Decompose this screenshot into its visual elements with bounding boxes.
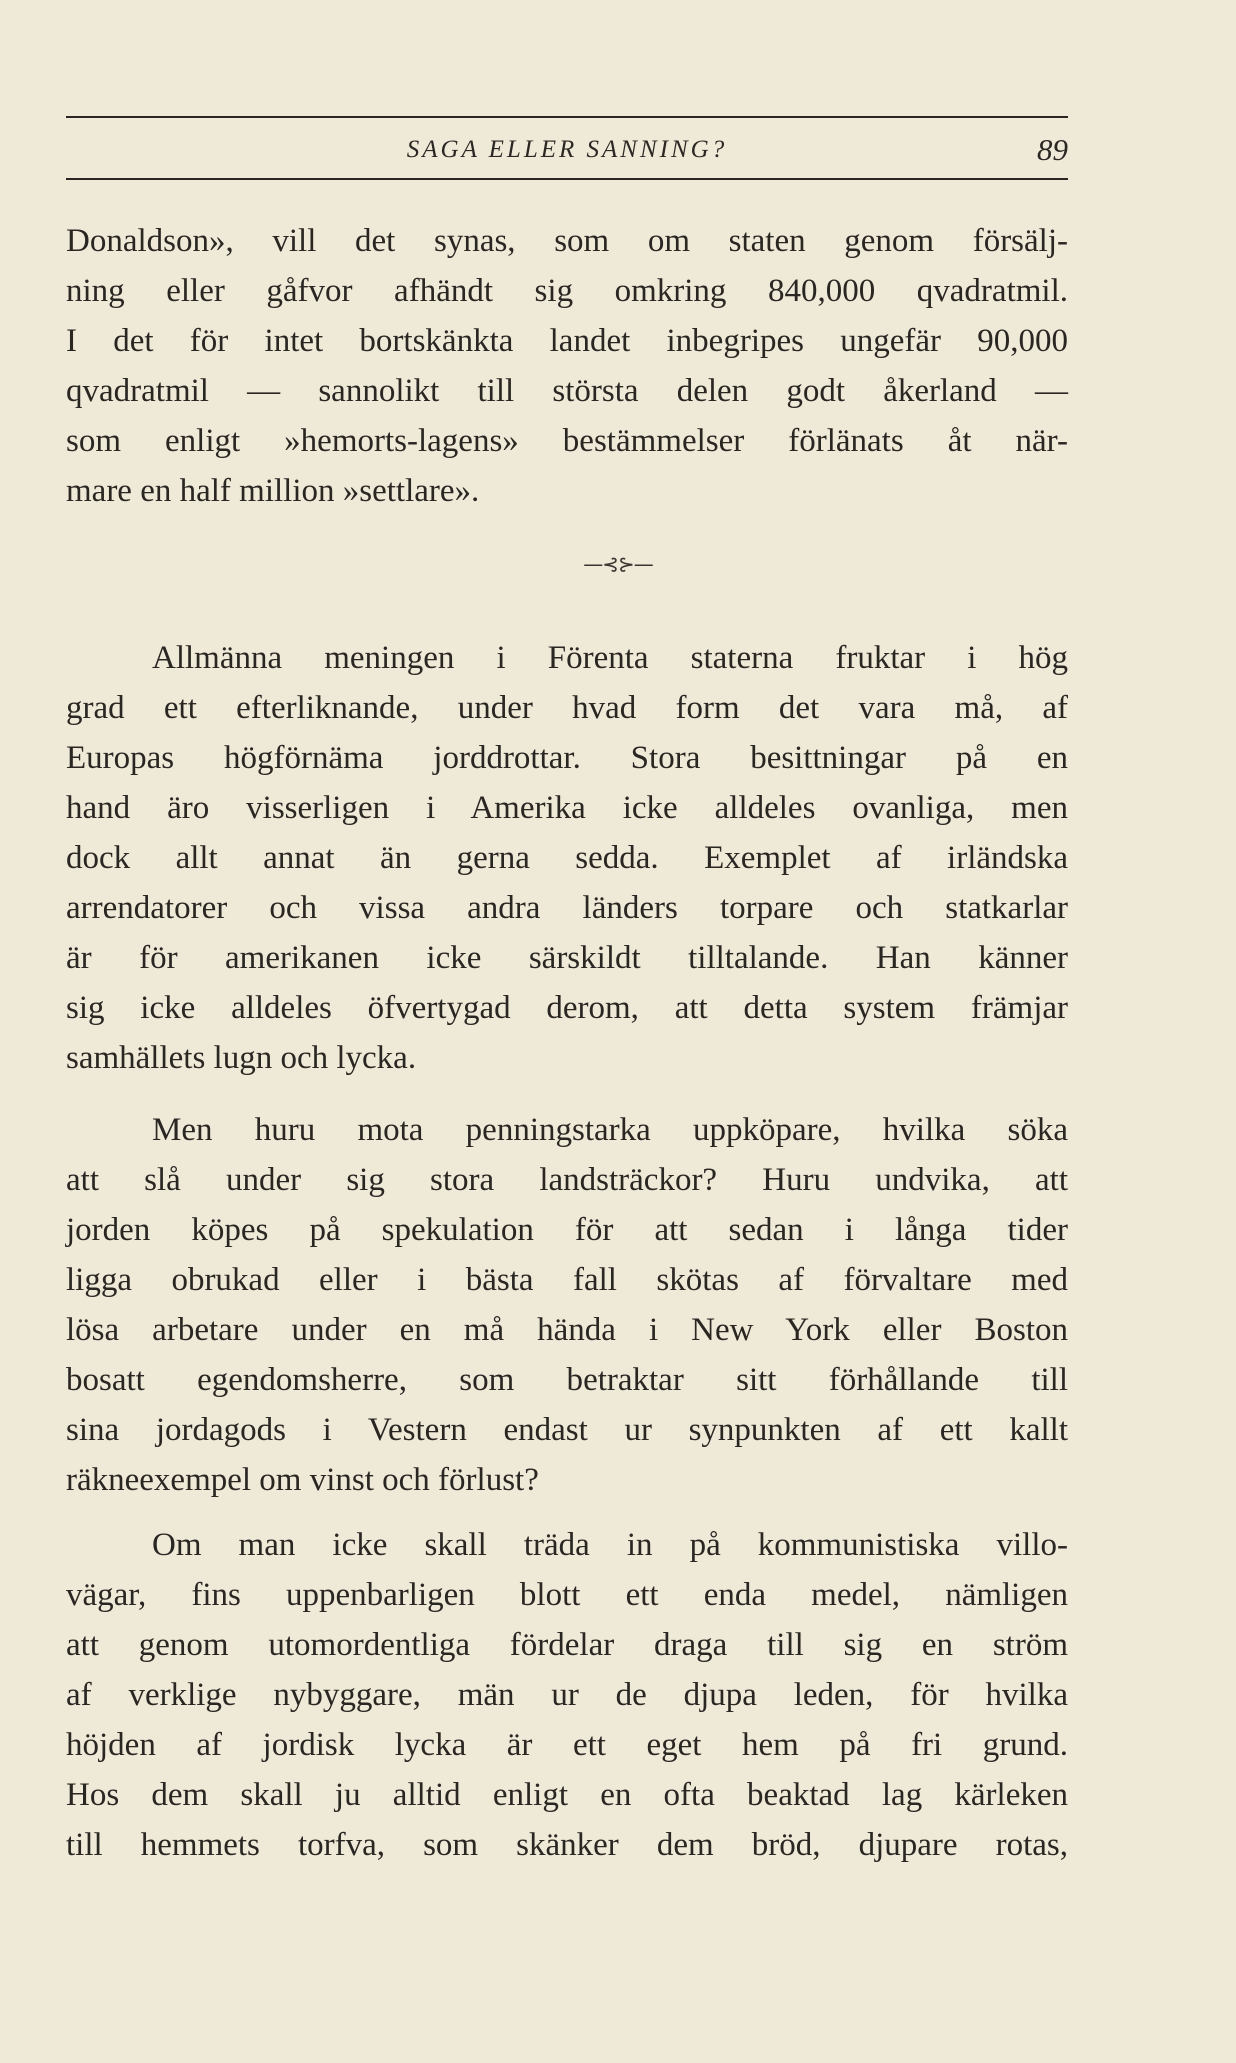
page-number: 89: [1037, 132, 1068, 167]
text-line: till hemmets torfva, som skänker dem bröd, djupare rotas,: [66, 1827, 1068, 1863]
text-line: höjden af jordisk lycka är ett eget hem på fri grund.: [66, 1727, 1068, 1763]
text-line: att genom utomordentliga fördelar draga till sig en ström: [66, 1627, 1068, 1663]
text-line: räkneexempel om vinst och förlust?: [66, 1462, 539, 1498]
text-line: Allmänna meningen i Förenta staterna fruktar i hög: [152, 640, 1068, 676]
text-line: är för amerikanen icke särskildt tilltalande. Han känner: [66, 940, 1068, 976]
text-line: bosatt egendomsherre, som betraktar sitt förhållande till: [66, 1362, 1068, 1398]
text-line: I det för intet bortskänkta landet inbegripes ungefär 90,000: [66, 323, 1068, 359]
header-rule-top: [66, 116, 1068, 118]
text-line: Europas högförnäma jorddrottar. Stora besittningar på en: [66, 740, 1068, 776]
text-line: ning eller gåfvor afhändt sig omkring 840,000 qvadratmil.: [66, 273, 1068, 309]
text-line: sig icke alldeles öfvertygad derom, att detta system främjar: [66, 990, 1068, 1026]
header-rule-bottom: [66, 178, 1068, 180]
text-line: af verklige nybyggare, män ur de djupa leden, för hvilka: [66, 1677, 1068, 1713]
text-line: jorden köpes på spekulation för att sedan i långa tider: [66, 1212, 1068, 1248]
paragraph-4: [66, 1520, 1068, 1870]
text-line: att slå under sig stora landsträckor? Huru undvika, att: [66, 1162, 1068, 1198]
text-line: som enligt »hemorts-lagens» bestämmelser förlänats åt när-: [66, 423, 1068, 459]
text-line: sina jordagods i Vestern endast ur synpunkten af ett kallt: [66, 1412, 1068, 1448]
text-line: arrendatorer och vissa andra länders torpare och statkarlar: [66, 890, 1068, 926]
text-line: Om man icke skall träda in på kommunistiska villo-: [152, 1527, 1068, 1563]
text-line: hand äro visserligen i Amerika icke alldeles ovanliga, men: [66, 790, 1068, 826]
running-head: [66, 128, 1068, 172]
text-line: lösa arbetare under en må hända i New York eller Boston: [66, 1312, 1068, 1348]
running-title: SAGA ELLER SANNING?: [406, 136, 728, 163]
text-line: qvadratmil — sannolikt till största delen godt åkerland —: [66, 373, 1068, 409]
paragraph-2: [66, 633, 1068, 1083]
text-line: dock allt annat än gerna sedda. Exemplet af irländska: [66, 840, 1068, 876]
text-line: Hos dem skall ju alltid enligt en ofta beaktad lag kärleken: [66, 1777, 1068, 1813]
text-line: mare en half million »settlare».: [66, 473, 480, 509]
paragraph-1: [66, 216, 1068, 516]
section-ornament: —⊰⊱—: [583, 552, 653, 576]
text-line: grad ett efterliknande, under hvad form det vara må, af: [66, 690, 1068, 726]
text-line: ligga obrukad eller i bästa fall skötas af förvaltare med: [66, 1262, 1068, 1298]
text-line: vägar, fins uppenbarligen blott ett enda medel, nämligen: [66, 1577, 1068, 1613]
text-line: Men huru mota penningstarka uppköpare, hvilka söka: [152, 1112, 1068, 1148]
text-line: samhällets lugn och lycka.: [66, 1040, 417, 1076]
text-line: Donaldson», vill det synas, som om staten genom försälj-: [66, 223, 1068, 259]
paragraph-3: [66, 1105, 1068, 1505]
